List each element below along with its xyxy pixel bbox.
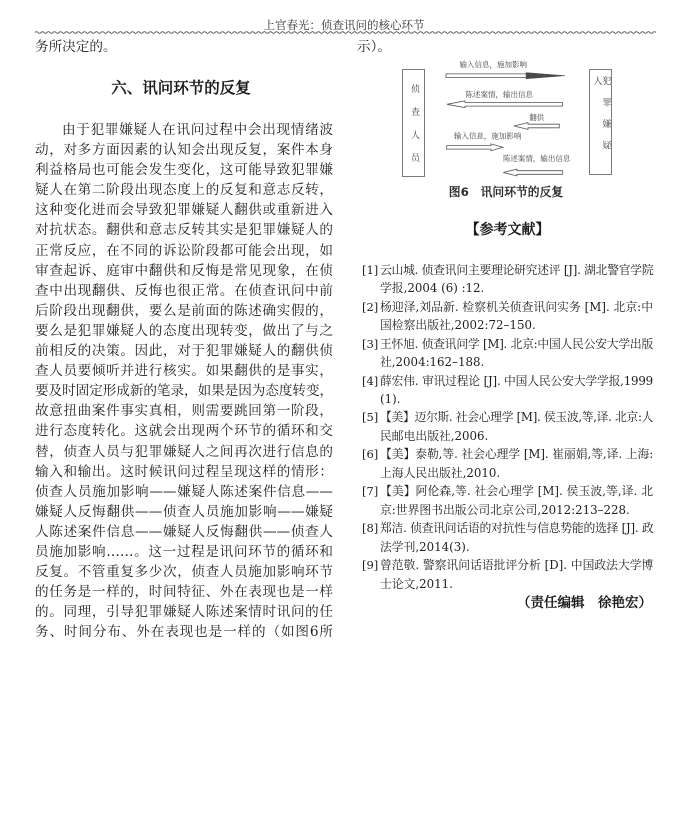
flow-label: 翻供 (529, 113, 545, 123)
paragraph-line: 输入和输出。这时候讯问过程呈现这样的情形： (35, 463, 333, 480)
reference-item (362, 261, 653, 298)
reference-number: [3] (362, 336, 379, 351)
reference-line: (1). (380, 391, 401, 406)
paragraph-line: 后阶段出现翻供，要么是前面的陈述确实假的， (35, 302, 333, 319)
paragraph-line: 疑人在第二阶段出现态度上的反复和意志反转， (35, 182, 333, 199)
reference-line: 【美】泰勒,等. 社会心理学 [M]. 崔丽娟,等,译. 上海: (380, 447, 654, 462)
paragraph-line: 员施加影响……。这一过程是讯问环节的循环和 (35, 543, 333, 560)
reference-number: [5] (362, 410, 379, 425)
reference-item (362, 445, 653, 482)
reference-line: 【美】阿伦森,等. 社会心理学 [M]. 侯玉波,等,译. 北 (380, 484, 653, 499)
paragraph-line: 对抗状态。翻供和意志反转其实是犯罪嫌疑人的 (35, 222, 333, 239)
reference-line: 【美】迈尔斯. 社会心理学 [M]. 侯玉波,等,译. 北京:人 (380, 410, 654, 425)
reference-line: 王怀旭. 侦查讯问学 [M]. 北京:中国人民公安大学出版 (380, 336, 653, 351)
reference-line: 学报,2004 (6) :12. (380, 281, 485, 296)
reference-item (362, 408, 653, 445)
reference-line: 杨迎泽,刘品新. 检察机关侦查讯问实务 [M]. 北京:中 (380, 299, 653, 314)
reference-number: [4] (362, 373, 379, 388)
flow-label: 陈述案情，输出信息 (465, 89, 534, 99)
flow-arrow-to-suspect (446, 73, 565, 79)
reference-number: [2] (362, 299, 379, 314)
flow-label: 输入信息，施加影响 (453, 131, 522, 141)
reference-item (362, 556, 653, 593)
suspect-box-label: 犯罪嫌疑人 (591, 75, 611, 162)
reference-number: [1] (362, 262, 379, 277)
reference-line: 法学刊,2014(3). (380, 539, 470, 554)
reference-number: [8] (362, 521, 379, 536)
reference-item (362, 298, 653, 335)
paragraph-line: 人陈述案件信息——嫌疑人反悔翻供——侦查人 (35, 523, 333, 540)
paragraph-line: 侦查人员施加影响——嫌疑人陈述案件信息—— (35, 483, 333, 500)
reference-item (362, 372, 653, 409)
paragraph-line: 要及时固定形成新的笔录，如果是因为态度转变， (35, 383, 334, 400)
paragraph-line: 这种变化进而会导致犯罪嫌疑人翻供或重新进入 (35, 202, 333, 219)
reference-line: 曾范敬. 警察讯问话语批评分析 [D]. 中国政法大学博 (380, 558, 654, 573)
paragraph-line: 进行态度转化。这就会出现两个环节的循环和交 (35, 423, 333, 440)
flow-label: 陈述案情，输出信息 (502, 153, 571, 163)
reference-line: 国检察出版社,2002:72–150. (380, 318, 536, 333)
editor-note: （责任编辑 徐艳宏） (517, 595, 652, 612)
paragraph-line: 反复。不管重复多少次，侦查人员施加影响环节 (35, 564, 333, 581)
reference-line: 云山城. 侦查讯问主要理论研究述评 [J]. 湖北警官学院 (380, 262, 654, 277)
flow-arrow-to-investigator (447, 101, 563, 108)
paragraph-line: 嫌疑人反悔翻供——侦查人员施加影响——嫌疑 (35, 503, 333, 520)
arrow-shaft (446, 74, 533, 78)
wavy-line (35, 32, 656, 34)
flow-arrows (390, 55, 630, 185)
reference-line: 上海人民出版社,2010. (380, 465, 501, 480)
reference-item (362, 482, 653, 519)
reference-item (362, 519, 653, 556)
arrow-head (526, 73, 565, 79)
header-wavy-rule (0, 0, 700, 40)
paragraph-line: 前相反的决策。因此，对于犯罪嫌疑人的翻供侦 (35, 343, 333, 360)
reference-line: 京:世界图书出版公司北京公司,2012:213–228. (380, 502, 630, 517)
investigator-box-label: 侦查人员 (409, 83, 419, 176)
reference-number: [7] (362, 484, 379, 499)
paragraph-line: 故意扭曲案件事实真相，则需要跳回第一阶段， (35, 403, 333, 420)
paragraph-line: 查中出现翻供、反悔也很正常。在侦查讯问中前 (35, 282, 333, 299)
reference-line: 民邮电出版社,2006. (380, 428, 489, 443)
reference-number: [9] (362, 558, 379, 573)
section-heading: 六、讯问环节的反复 (111, 79, 251, 97)
paragraph-line: 利益格局也可能会发生变化，这可能导致犯罪嫌 (35, 162, 333, 179)
paragraph-line: 动，对多方面因素的认知会出现反复，案件本身 (35, 142, 333, 159)
left-column-carryover-text: 务所决定的。 (35, 38, 117, 55)
reference-line: 郑洁. 侦查讯问话语的对抗性与信息势能的选择 [J]. 政 (380, 521, 654, 536)
body-paragraph (35, 120, 333, 642)
flow-arrow-to-investigator (503, 169, 562, 176)
flow-arrow-to-suspect (447, 144, 503, 151)
paragraph-line: 正常反应，在不同的诉讼阶段都可能会出现，如 (35, 242, 333, 259)
right-column-carryover-text: 示）。 (357, 38, 391, 55)
paragraph-line: 务、时间分布、外在表现也是一样的（如图6所 (35, 624, 333, 641)
flow-label: 输入信息，施加影响 (459, 59, 528, 69)
paragraph-line: 替，侦查人员与犯罪嫌疑人之间再次进行信息的 (35, 443, 333, 460)
figure-caption: 图6 讯问环节的反复 (448, 184, 564, 199)
reference-number: [6] (362, 447, 379, 462)
paragraph-line: 要么是犯罪嫌疑人的态度出现转变，做出了与之 (35, 322, 333, 339)
reference-line: 薛宏伟. 审讯过程论 [J]. 中国人民公安大学学报,1999 (380, 373, 653, 388)
reference-list (362, 261, 653, 593)
paragraph-line: 由于犯罪嫌疑人在讯问过程中会出现情绪波 (62, 122, 333, 138)
running-header: 上官春光：侦查讯问的核心环节 (263, 18, 425, 32)
figure-6-diagram (390, 55, 630, 185)
reference-line: 社,2004:162–188. (380, 355, 485, 370)
reference-item (362, 335, 653, 372)
paragraph-line: 审查起诉、庭审中翻供和反悔是常见现象，在侦 (35, 262, 333, 279)
paragraph-line: 查人员要倾听并进行核实。如果翻供的是事实， (35, 363, 333, 380)
references-heading: 【参考文献】 (465, 222, 550, 238)
paragraph-line: 的。同理，引导犯罪嫌疑人陈述案情时讯问的任 (35, 604, 333, 621)
reference-line: 士论文,2011. (380, 576, 453, 591)
paragraph-line: 的任务是一样的，时间特征、外在表现也是一样 (35, 584, 333, 601)
flow-arrow-retraction (514, 123, 559, 130)
